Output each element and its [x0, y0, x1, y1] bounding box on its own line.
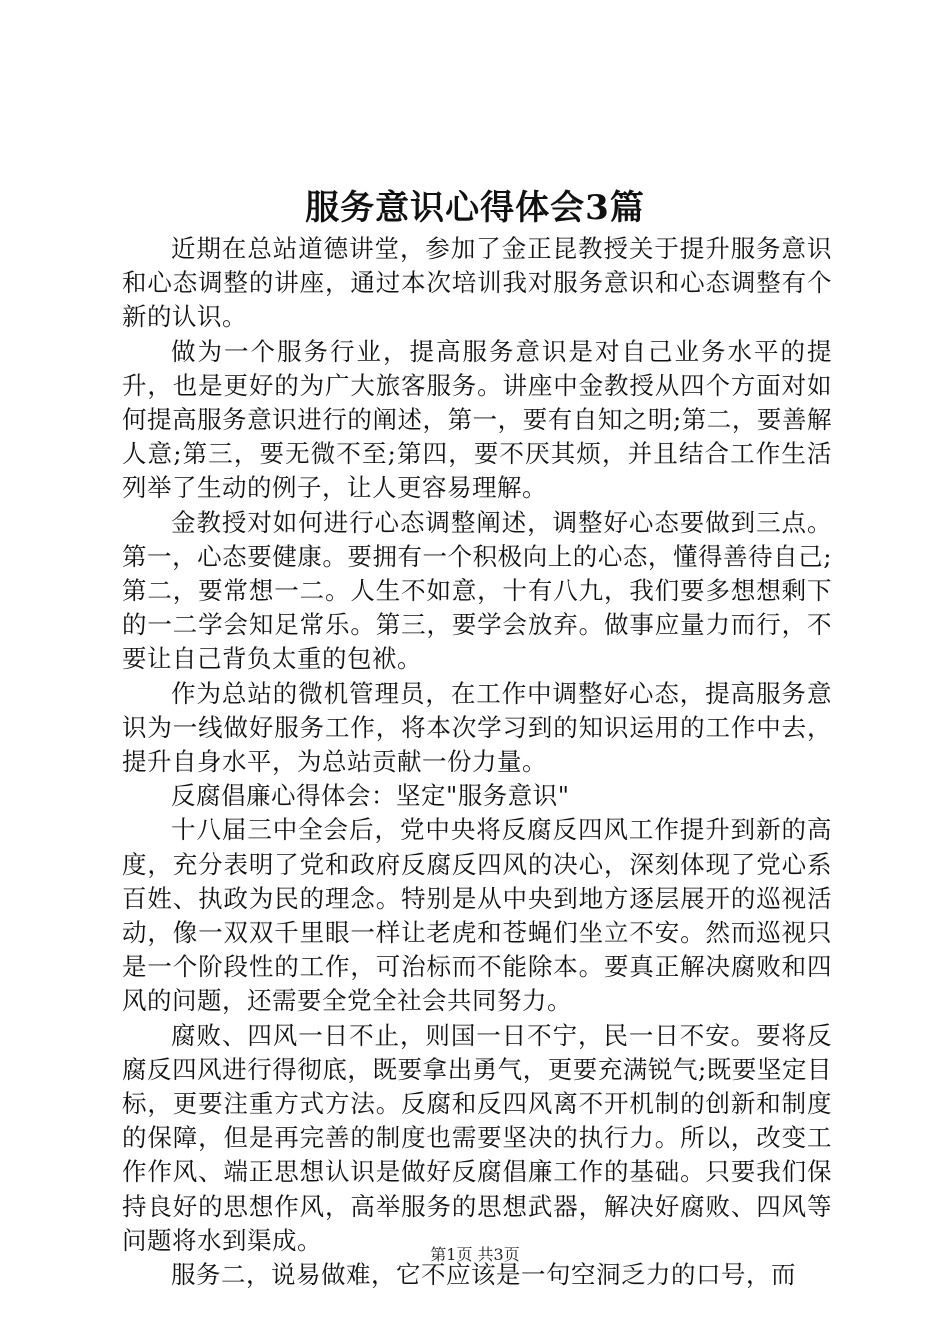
paragraph: 腐败、四风一日不止，则国一日不宁，民一日不安。要将反腐反四风进行得彻底，既要拿出勇气，更要充满锐气;既要坚定目标，更要注重方式方法。反腐和反四风离不开机制的创新和制度的保障，但是再完善的制度也需要坚决的执行力。所以，改变工作作风、端正思想认识是做好反腐倡廉工作的基础。只要我们保持良好的思想作风，高举服务的思想武器，解决好腐败、四风等问题将水到渠成。 [122, 1020, 832, 1255]
document-body [122, 232, 832, 1292]
section-heading: 反腐倡廉心得体会：坚定"服务意识" [171, 781, 570, 811]
paragraph: 服务二，说易做难，它不应该是一句空洞乏力的口号，而 [171, 1260, 796, 1290]
paragraph: 作为总站的微机管理员，在工作中调整好心态，提高服务意识为一线做好服务工作，将本次学习到的知识运用的工作中去，提升自身水平，为总站贡献一份力量。 [122, 678, 832, 777]
paragraph: 做为一个服务行业，提高服务意识是对自己业务水平的提升，也是更好的为广大旅客服务。讲座中金教授从四个方面对如何提高服务意识进行的阐述，第一，要有自知之明;第二，要善解人意;第三，要无微不至;第四，要不厌其烦，并且结合工作生活列举了生动的例子，让人更容易理解。 [122, 336, 832, 503]
document-title: 服务意识心得体会3篇 [305, 188, 645, 228]
page-footer: 第1页 共3页 [430, 1245, 520, 1264]
paragraph: 金教授对如何进行心态调整阐述，调整好心态要做到三点。第一，心态要健康。要拥有一个积极向上的心态，懂得善待自己;第二，要常想一二。人生不如意，十有八九，我们要多想想剩下的一二学会知足常乐。第三，要学会放弃。做事应量力而行，不要让自己背负太重的包袱。 [122, 507, 832, 674]
paragraph: 十八届三中全会后，党中央将反腐反四风工作提升到新的高度，充分表明了党和政府反腐反四风的决心，深刻体现了党心系百姓、执政为民的理念。特别是从中央到地方逐层展开的巡视活动，像一双双千里眼一样让老虎和苍蝇们坐立不安。然而巡视只是一个阶段性的工作，可治标而不能除本。要真正解决腐败和四风的问题，还需要全党全社会共同努力。 [122, 815, 832, 1016]
paragraph: 近期在总站道德讲堂，参加了金正昆教授关于提升服务意识和心态调整的讲座，通过本次培训我对服务意识和心态调整有个新的认识。 [122, 234, 832, 332]
